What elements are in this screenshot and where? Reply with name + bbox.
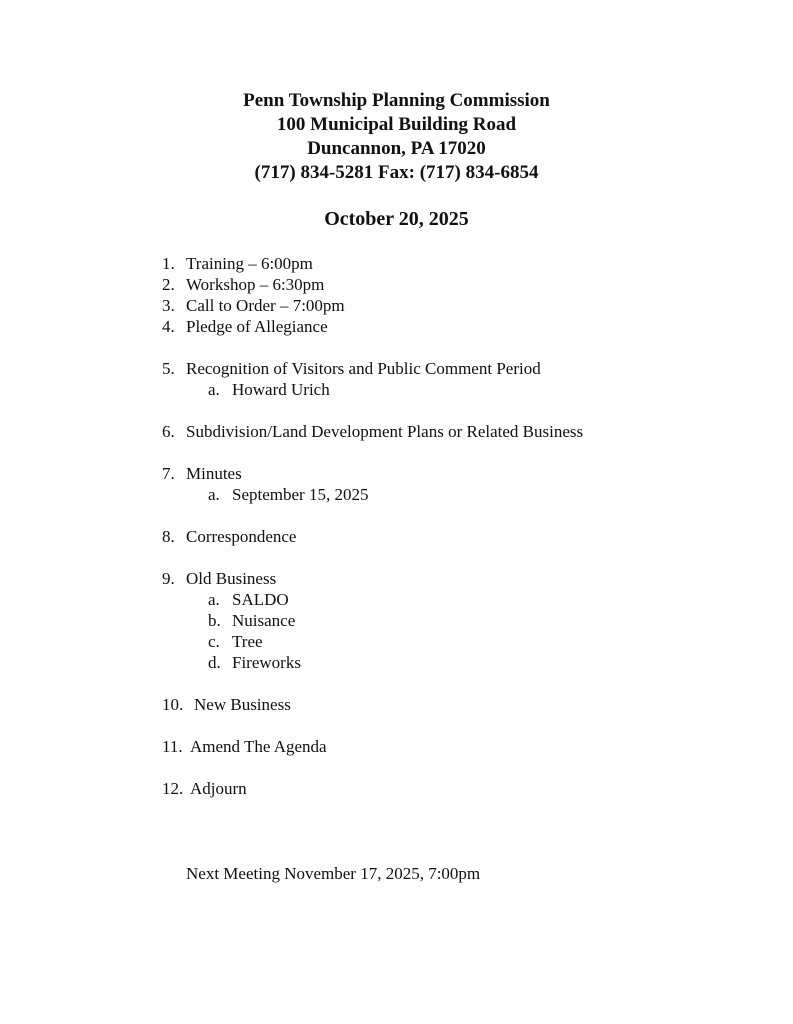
agenda-subitem-letter: c. (208, 632, 220, 651)
agenda-item-text: Old Business (186, 569, 277, 588)
agenda-item-text: Training – 6:00pm (186, 254, 313, 273)
agenda-item-number: 9. (162, 569, 175, 588)
agenda-subitem-text: Tree (232, 632, 263, 651)
agenda-subitem-text: SALDO (232, 590, 289, 609)
agenda-item-text: Call to Order – 7:00pm (186, 296, 345, 315)
agenda-item-text: Correspondence (186, 527, 297, 546)
agenda-subitem-letter: a. (208, 380, 220, 399)
agenda-item-number: 12. (162, 779, 184, 798)
agenda-subitem-text: Fireworks (232, 653, 301, 672)
agenda-item-text: Pledge of Allegiance (186, 317, 328, 336)
agenda-subitem-text: Nuisance (232, 611, 296, 630)
agenda-subitem-letter: d. (208, 653, 221, 672)
agenda-item-text: New Business (194, 695, 291, 714)
agenda-item-text: Recognition of Visitors and Public Comment Period (186, 359, 541, 378)
meeting-date: October 20, 2025 (324, 208, 469, 230)
agenda-item-text: Adjourn (190, 779, 247, 798)
agenda-item-number: 7. (162, 464, 175, 483)
agenda-subitem-letter: a. (208, 590, 220, 609)
letterhead (0, 89, 793, 185)
agenda-item-number: 8. (162, 527, 175, 546)
agenda-item-number: 5. (162, 359, 175, 378)
agenda-item-number: 3. (162, 296, 175, 315)
organization-name: Penn Township Planning Commission (243, 90, 550, 111)
agenda-subitem-letter: a. (208, 485, 220, 504)
agenda-item-number: 2. (162, 275, 175, 294)
agenda-item-text: Subdivision/Land Development Plans or Related Business (186, 422, 584, 441)
agenda-subitem-letter: b. (208, 611, 221, 630)
next-meeting-note: Next Meeting November 17, 2025, 7:00pm (186, 864, 481, 883)
street-address: 100 Municipal Building Road (276, 114, 517, 135)
city-state-zip: Duncannon, PA 17020 (307, 138, 486, 159)
agenda-item-text: Minutes (186, 464, 242, 483)
agenda-subitem-text: Howard Urich (232, 380, 330, 399)
agenda-item-number: 11. (162, 737, 183, 756)
agenda-item-number: 4. (162, 317, 175, 336)
agenda-item-text: Workshop – 6:30pm (186, 275, 325, 294)
agenda-subitem-text: September 15, 2025 (232, 485, 369, 504)
phone-fax: (717) 834-5281 Fax: (717) 834-6854 (254, 162, 539, 183)
agenda-item-number: 6. (162, 422, 175, 441)
agenda-item-number: 1. (162, 254, 175, 273)
agenda-item-text: Amend The Agenda (190, 737, 327, 756)
agenda-item-number: 10. (162, 695, 184, 714)
